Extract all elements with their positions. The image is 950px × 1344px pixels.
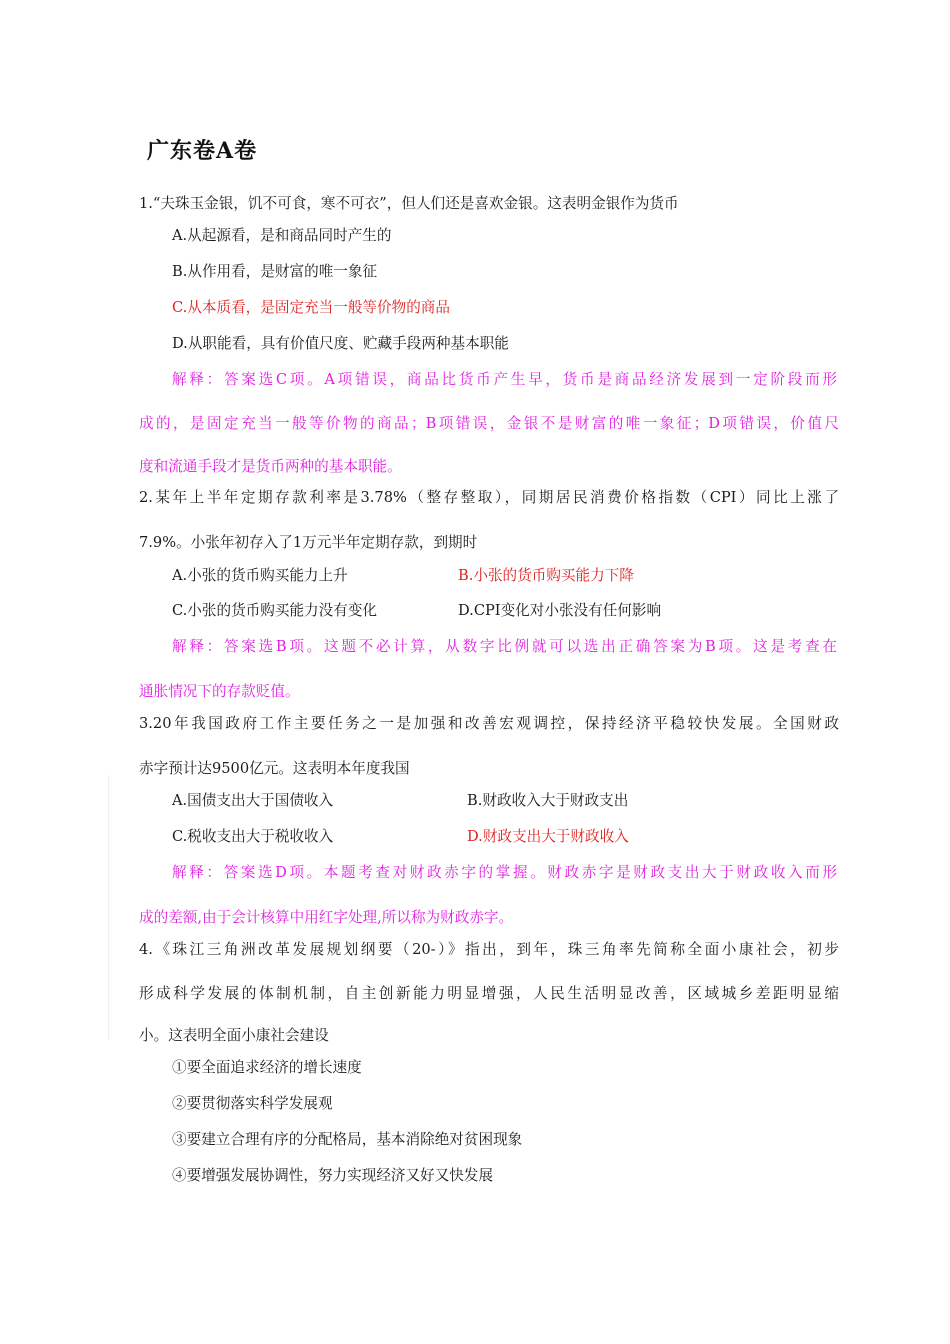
- margin-line: [108, 775, 109, 1040]
- page-title: 广东卷A卷: [147, 138, 258, 164]
- question-3-explanation-line-2: 成的差额,由于会计核算中用红字处理,所以称为财政赤字。: [139, 909, 514, 926]
- question-2-option-c: C.小张的货币购买能力没有变化: [172, 602, 378, 619]
- question-1-option-b: B.从作用看，是财富的唯一象征: [172, 263, 378, 280]
- question-4-stem-line-1: 4.《珠江三角洲改革发展规划纲要（20-）》指出，到年，珠三角率先简称全面小康社会，初步: [139, 941, 839, 958]
- question-1-explanation-line-3: 度和流通手段才是货币两种的基本职能。: [139, 458, 402, 475]
- question-2-explanation-line-2: 通胀情况下的存款贬值。: [139, 683, 300, 700]
- question-2-explanation-line-1: 解释：答案选B项。这题不必计算，从数字比例就可以选出正确答案为B项。这是考查在: [172, 638, 837, 655]
- question-2-option-a: A.小张的货币购买能力上升: [172, 567, 348, 584]
- question-3-explanation-line-1: 解释：答案选D项。本题考查对财政赤字的掌握。财政赤字是财政支出大于财政收入而形: [172, 864, 837, 881]
- question-3-option-d-correct: D.财政支出大于财政收入: [467, 828, 629, 845]
- question-2-option-b-correct: B.小张的货币购买能力下降: [458, 567, 634, 584]
- question-4-stem-line-3: 小。这表明全面小康社会建设: [139, 1027, 329, 1044]
- question-1-explanation-line-2: 成的，是固定充当一般等价物的商品；B项错误，金银不是财富的唯一象征；D项错误，价值尺: [139, 415, 839, 432]
- question-4-item-2: ②要贯彻落实科学发展观: [172, 1095, 333, 1112]
- question-3-option-b: B.财政收入大于财政支出: [467, 792, 629, 809]
- question-1-option-c-correct: C.从本质看，是固定充当一般等价物的商品: [172, 299, 450, 316]
- question-2-stem-line-1: 2.某年上半年定期存款利率是3.78%（整存整取），同期居民消费价格指数（CPI）同比上涨了: [139, 489, 839, 506]
- question-2-stem-line-2: 7.9%。小张年初存入了1万元半年定期存款，到期时: [139, 534, 478, 551]
- question-1-explanation-line-1: 解释：答案选C项。A项错误，商品比货币产生早，货币是商品经济发展到一定阶段而形: [172, 371, 837, 388]
- question-3-stem-line-1: 3.20年我国政府工作主要任务之一是加强和改善宏观调控，保持经济平稳较快发展。全国财政: [139, 715, 839, 732]
- question-4-item-4: ④要增强发展协调性，努力实现经济又好又快发展: [172, 1167, 494, 1184]
- question-2-option-d: D.CPI变化对小张没有任何影响: [458, 602, 662, 619]
- question-4-item-3: ③要建立合理有序的分配格局，基本消除绝对贫困现象: [172, 1131, 523, 1148]
- question-4-item-1: ①要全面追求经济的增长速度: [172, 1059, 362, 1076]
- question-1-option-d: D.从职能看，具有价值尺度、贮藏手段两种基本职能: [172, 335, 509, 352]
- question-3-option-c: C.税收支出大于税收收入: [172, 828, 334, 845]
- question-3-option-a: A.国债支出大于国债收入: [172, 792, 334, 809]
- question-4-stem-line-2: 形成科学发展的体制机制，自主创新能力明显增强，人民生活明显改善，区域城乡差距明显缩: [139, 985, 839, 1002]
- question-1-option-a: A.从起源看，是和商品同时产生的: [172, 227, 392, 244]
- question-1-stem: 1.“夫珠玉金银，饥不可食，寒不可衣”，但人们还是喜欢金银。这表明金银作为货币: [139, 195, 679, 212]
- question-3-stem-line-2: 赤字预计达9500亿元。这表明本年度我国: [139, 760, 410, 777]
